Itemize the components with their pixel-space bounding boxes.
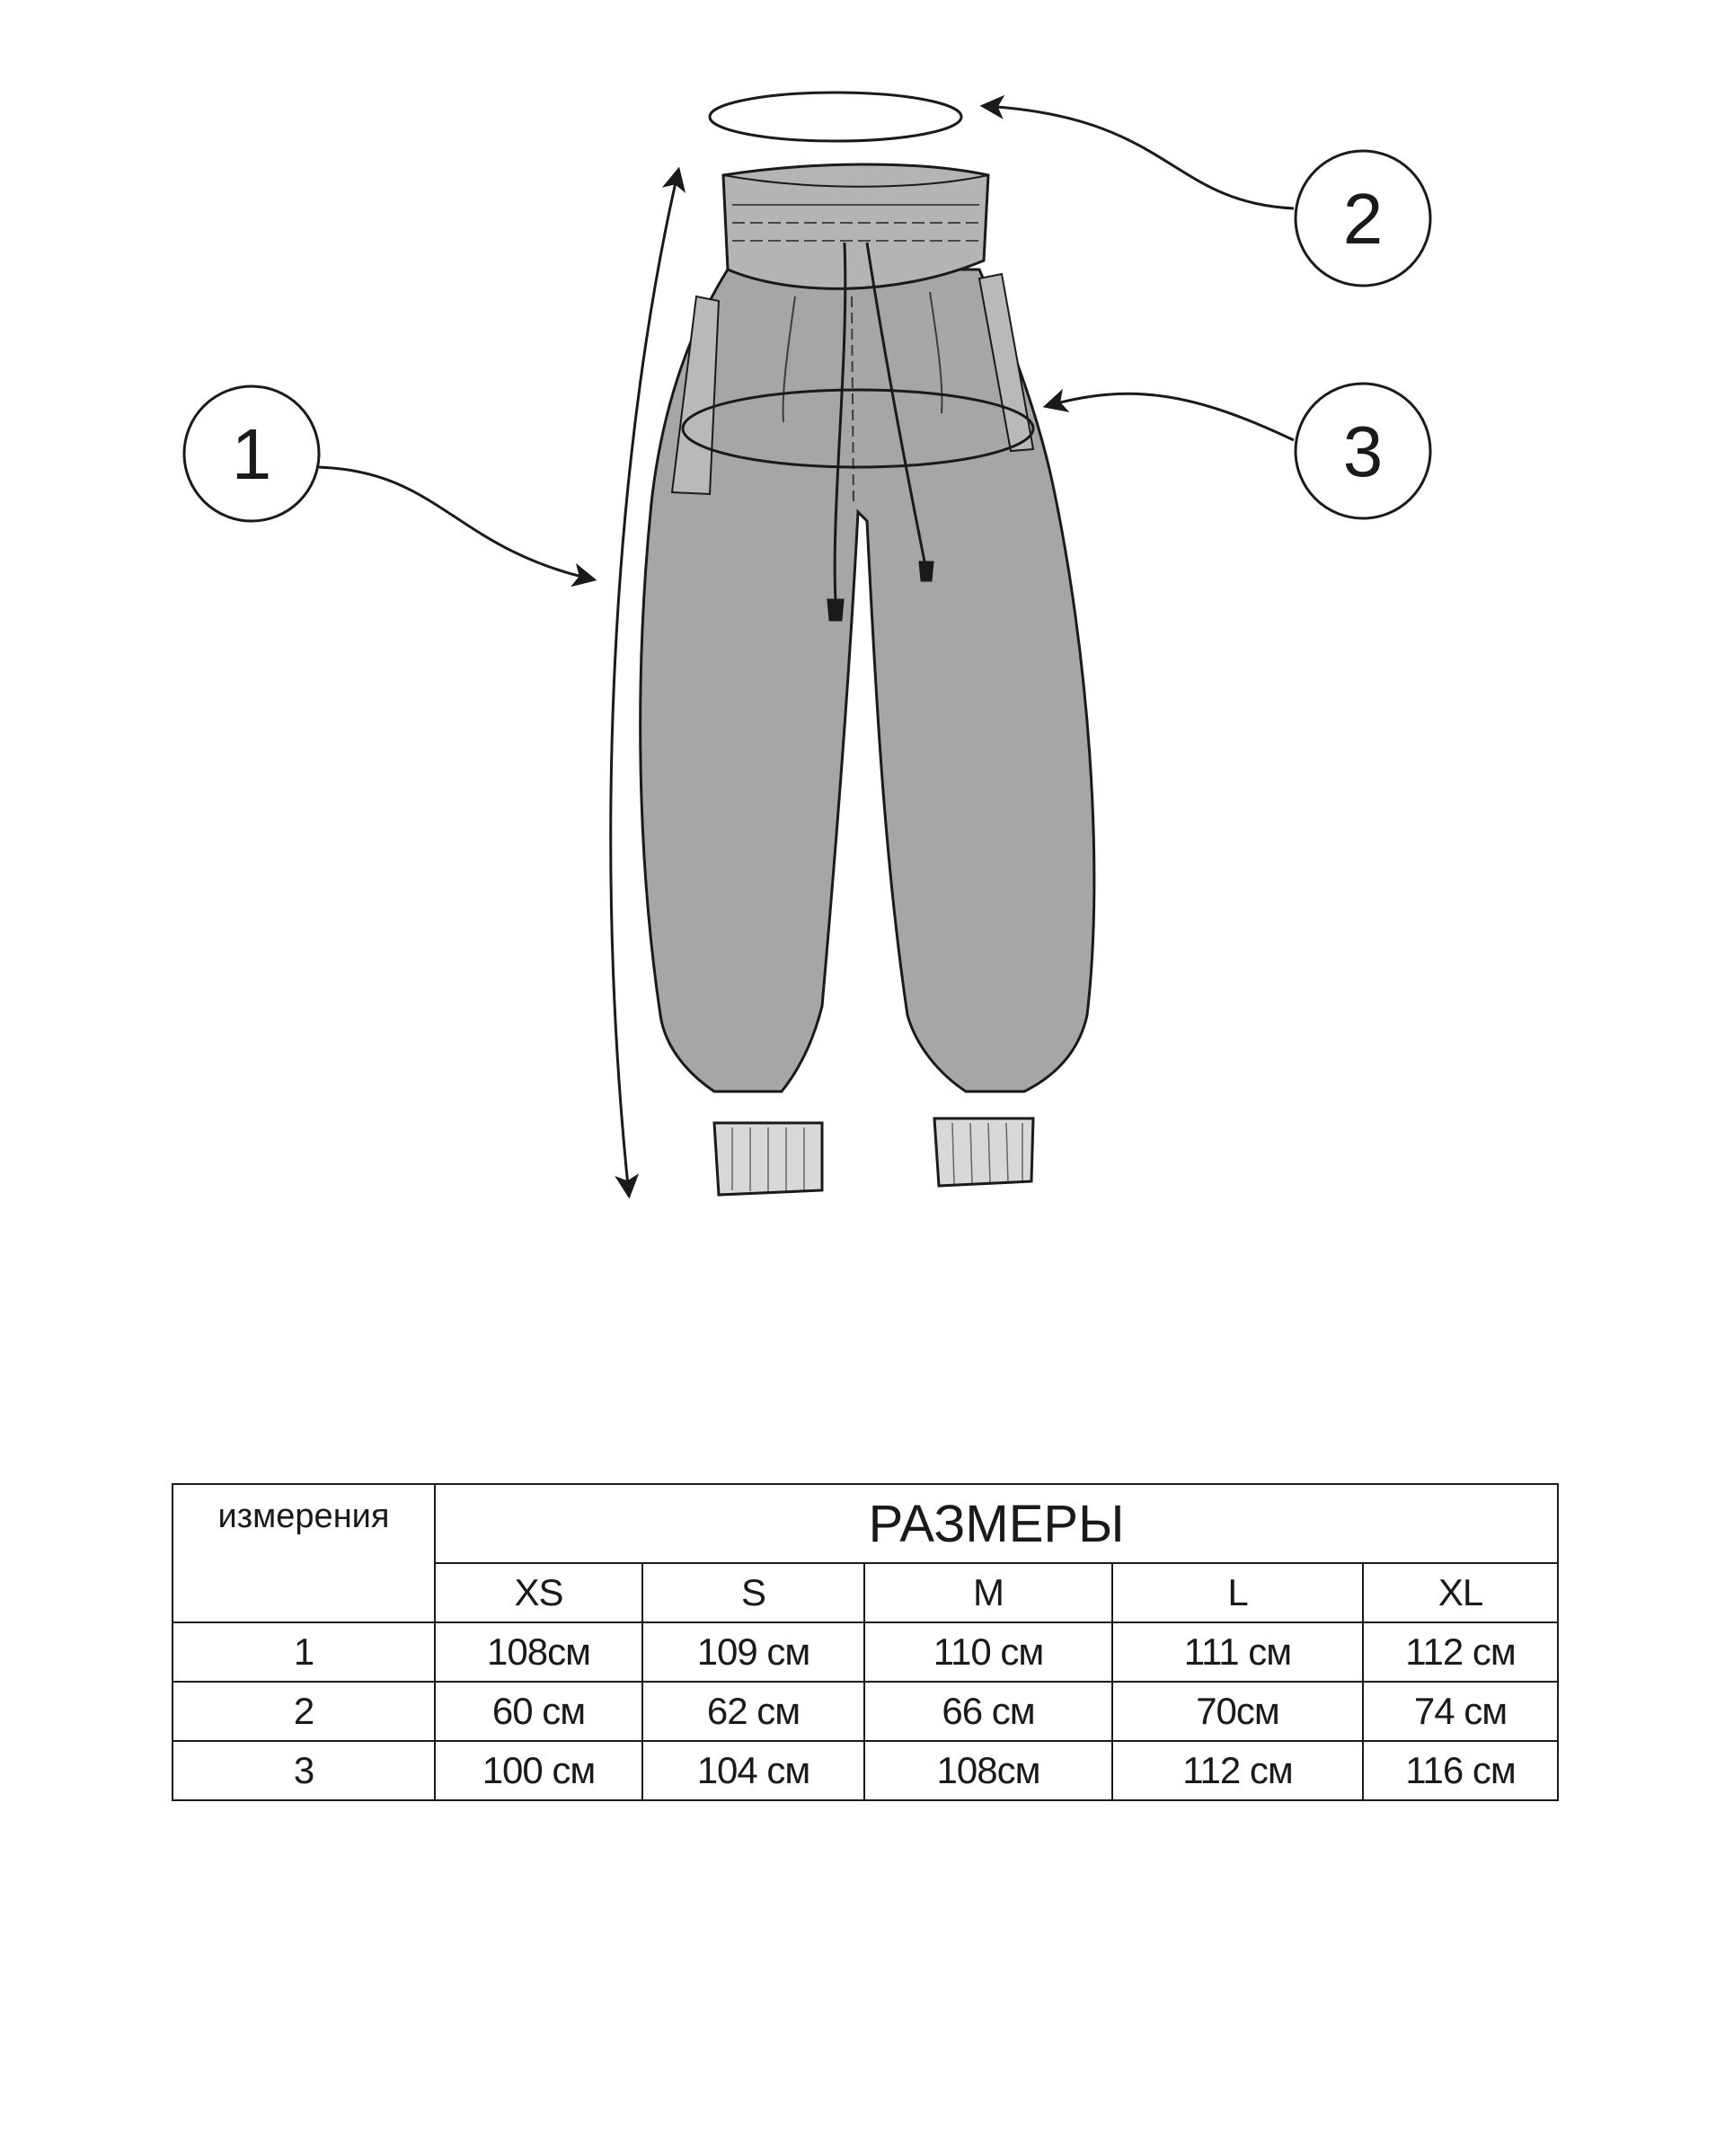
callout-3-arrow [1047, 393, 1294, 440]
table-cell: 112 см [1363, 1622, 1558, 1682]
size-label: S [642, 1563, 864, 1622]
table-cell: 100 см [435, 1741, 642, 1800]
table-cell: 108см [864, 1741, 1112, 1800]
table-cell: 110 см [864, 1622, 1112, 1682]
callout-1-arrow [319, 467, 593, 579]
table-cell: 109 см [642, 1622, 864, 1682]
table-cell: 66 см [864, 1682, 1112, 1741]
right-cuff [934, 1118, 1033, 1186]
table-cell: 112 см [1112, 1741, 1363, 1800]
table-row [172, 1622, 1558, 1682]
sizes-header: РАЗМЕРЫ [435, 1484, 1558, 1563]
table-row [172, 1682, 1558, 1741]
svg-text:3: 3 [1342, 411, 1384, 491]
table-row [172, 1741, 1558, 1800]
measurements-header: измерения [172, 1484, 435, 1622]
table-cell: 60 см [435, 1682, 642, 1741]
table-cell: 111 см [1112, 1622, 1363, 1682]
table-cell: 108см [435, 1622, 642, 1682]
table-cell: 62 см [642, 1682, 864, 1741]
callout-3 [1296, 384, 1430, 518]
callout-2 [1296, 151, 1430, 286]
waistband [723, 164, 988, 288]
pants-illustration [641, 164, 1094, 1195]
measurement-number: 1 [172, 1622, 435, 1682]
callout-1 [184, 386, 319, 521]
size-label: L [1112, 1563, 1363, 1622]
table-header-row [172, 1484, 1558, 1563]
svg-text:1: 1 [231, 414, 272, 494]
svg-text:2: 2 [1342, 179, 1384, 259]
table-cell: 70см [1112, 1682, 1363, 1741]
size-chart-table [172, 1483, 1559, 1801]
table-cell: 104 см [642, 1741, 864, 1800]
table-cell: 74 см [1363, 1682, 1558, 1741]
callout-2-arrow [984, 106, 1294, 208]
size-label: XS [435, 1563, 642, 1622]
measurement-number: 3 [172, 1741, 435, 1800]
size-label: M [864, 1563, 1112, 1622]
size-label: XL [1363, 1563, 1558, 1622]
table-cell: 116 см [1363, 1741, 1558, 1800]
measurement-number: 2 [172, 1682, 435, 1741]
waist-ellipse-marker [710, 93, 961, 141]
